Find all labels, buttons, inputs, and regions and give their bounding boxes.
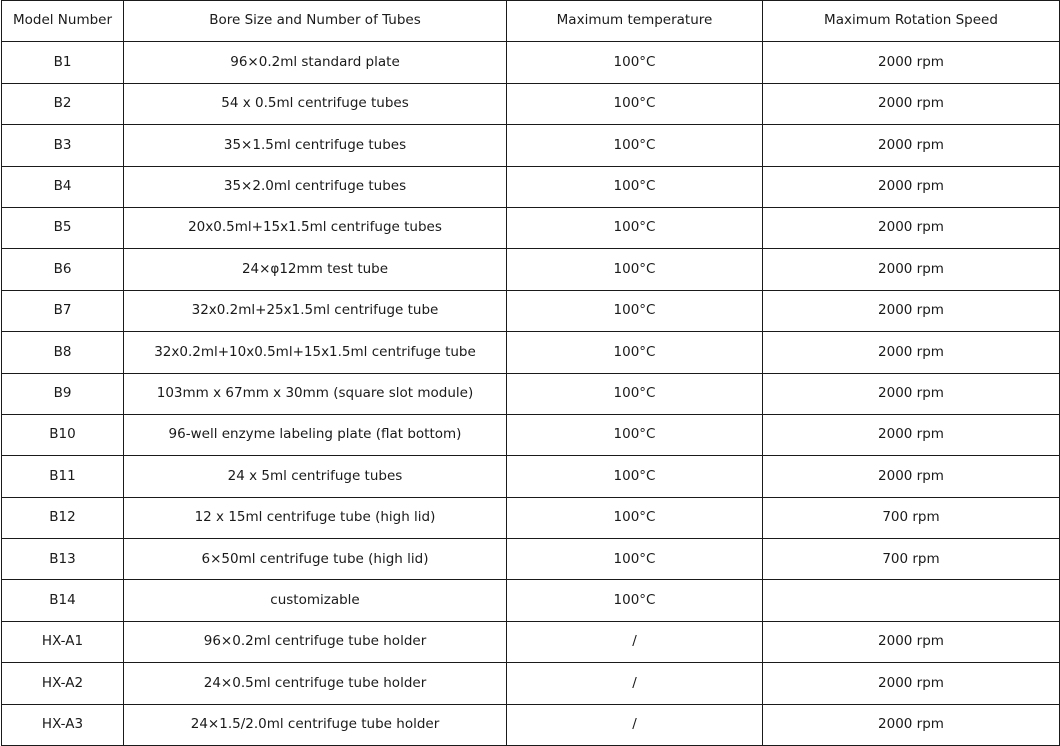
cell-temp: / bbox=[507, 704, 763, 745]
cell-speed bbox=[763, 580, 1060, 621]
cell-temp: 100°C bbox=[507, 83, 763, 124]
cell-temp: 100°C bbox=[507, 125, 763, 166]
table-row bbox=[2, 125, 1060, 166]
cell-model: B2 bbox=[2, 83, 124, 124]
cell-bore: 35×1.5ml centrifuge tubes bbox=[124, 125, 507, 166]
cell-speed: 2000 rpm bbox=[763, 621, 1060, 662]
cell-temp: / bbox=[507, 621, 763, 662]
cell-temp: 100°C bbox=[507, 290, 763, 331]
cell-speed: 2000 rpm bbox=[763, 166, 1060, 207]
cell-model: HX-A2 bbox=[2, 663, 124, 704]
table-row bbox=[2, 290, 1060, 331]
cell-speed: 2000 rpm bbox=[763, 83, 1060, 124]
header-max-temperature: Maximum temperature bbox=[507, 1, 763, 42]
cell-speed: 2000 rpm bbox=[763, 125, 1060, 166]
cell-bore: 24×1.5/2.0ml centrifuge tube holder bbox=[124, 704, 507, 745]
cell-model: B10 bbox=[2, 414, 124, 455]
cell-temp: 100°C bbox=[507, 166, 763, 207]
cell-temp: 100°C bbox=[507, 539, 763, 580]
cell-model: B6 bbox=[2, 249, 124, 290]
table-row bbox=[2, 207, 1060, 248]
cell-bore: 54 x 0.5ml centrifuge tubes bbox=[124, 83, 507, 124]
table-row bbox=[2, 704, 1060, 745]
table-row bbox=[2, 456, 1060, 497]
cell-bore: 32x0.2ml+25x1.5ml centrifuge tube bbox=[124, 290, 507, 331]
table-row bbox=[2, 83, 1060, 124]
cell-temp: 100°C bbox=[507, 332, 763, 373]
table-row bbox=[2, 414, 1060, 455]
header-bore-size: Bore Size and Number of Tubes bbox=[124, 1, 507, 42]
cell-model: B7 bbox=[2, 290, 124, 331]
cell-model: B8 bbox=[2, 332, 124, 373]
table-row bbox=[2, 166, 1060, 207]
cell-speed: 2000 rpm bbox=[763, 332, 1060, 373]
cell-bore: 35×2.0ml centrifuge tubes bbox=[124, 166, 507, 207]
cell-speed: 2000 rpm bbox=[763, 42, 1060, 83]
cell-temp: 100°C bbox=[507, 373, 763, 414]
table-row bbox=[2, 539, 1060, 580]
cell-bore: 96×0.2ml centrifuge tube holder bbox=[124, 621, 507, 662]
header-model-number: Model Number bbox=[2, 1, 124, 42]
cell-model: B1 bbox=[2, 42, 124, 83]
cell-model: B5 bbox=[2, 207, 124, 248]
cell-model: B14 bbox=[2, 580, 124, 621]
cell-speed: 2000 rpm bbox=[763, 249, 1060, 290]
table-row bbox=[2, 497, 1060, 538]
cell-speed: 2000 rpm bbox=[763, 456, 1060, 497]
cell-temp: 100°C bbox=[507, 497, 763, 538]
header-row bbox=[2, 1, 1060, 42]
cell-bore: 20x0.5ml+15x1.5ml centrifuge tubes bbox=[124, 207, 507, 248]
cell-model: B12 bbox=[2, 497, 124, 538]
cell-speed: 2000 rpm bbox=[763, 663, 1060, 704]
cell-model: B4 bbox=[2, 166, 124, 207]
cell-bore: 24×0.5ml centrifuge tube holder bbox=[124, 663, 507, 704]
table-row bbox=[2, 42, 1060, 83]
table-row bbox=[2, 332, 1060, 373]
cell-speed: 2000 rpm bbox=[763, 414, 1060, 455]
cell-bore: 24 x 5ml centrifuge tubes bbox=[124, 456, 507, 497]
header-max-rotation-speed: Maximum Rotation Speed bbox=[763, 1, 1060, 42]
cell-speed: 700 rpm bbox=[763, 497, 1060, 538]
cell-temp: 100°C bbox=[507, 580, 763, 621]
cell-bore: 96×0.2ml standard plate bbox=[124, 42, 507, 83]
spec-table bbox=[1, 0, 1060, 746]
cell-model: B11 bbox=[2, 456, 124, 497]
cell-speed: 2000 rpm bbox=[763, 373, 1060, 414]
cell-temp: 100°C bbox=[507, 207, 763, 248]
cell-model: B9 bbox=[2, 373, 124, 414]
table-row bbox=[2, 663, 1060, 704]
cell-model: HX-A1 bbox=[2, 621, 124, 662]
cell-temp: 100°C bbox=[507, 249, 763, 290]
cell-model: B3 bbox=[2, 125, 124, 166]
cell-speed: 2000 rpm bbox=[763, 290, 1060, 331]
cell-bore: 12 x 15ml centrifuge tube (high lid) bbox=[124, 497, 507, 538]
cell-temp: 100°C bbox=[507, 456, 763, 497]
cell-temp: / bbox=[507, 663, 763, 704]
cell-temp: 100°C bbox=[507, 42, 763, 83]
table-row bbox=[2, 580, 1060, 621]
cell-model: B13 bbox=[2, 539, 124, 580]
cell-bore: 32x0.2ml+10x0.5ml+15x1.5ml centrifuge tube bbox=[124, 332, 507, 373]
cell-model: HX-A3 bbox=[2, 704, 124, 745]
cell-bore: 103mm x 67mm x 30mm (square slot module) bbox=[124, 373, 507, 414]
cell-speed: 700 rpm bbox=[763, 539, 1060, 580]
table-row bbox=[2, 621, 1060, 662]
cell-bore: 24×φ12mm test tube bbox=[124, 249, 507, 290]
cell-speed: 2000 rpm bbox=[763, 704, 1060, 745]
cell-bore: 6×50ml centrifuge tube (high lid) bbox=[124, 539, 507, 580]
cell-bore: 96-well enzyme labeling plate (flat bottom) bbox=[124, 414, 507, 455]
table-row bbox=[2, 373, 1060, 414]
table-row bbox=[2, 249, 1060, 290]
cell-speed: 2000 rpm bbox=[763, 207, 1060, 248]
cell-bore: customizable bbox=[124, 580, 507, 621]
cell-temp: 100°C bbox=[507, 414, 763, 455]
